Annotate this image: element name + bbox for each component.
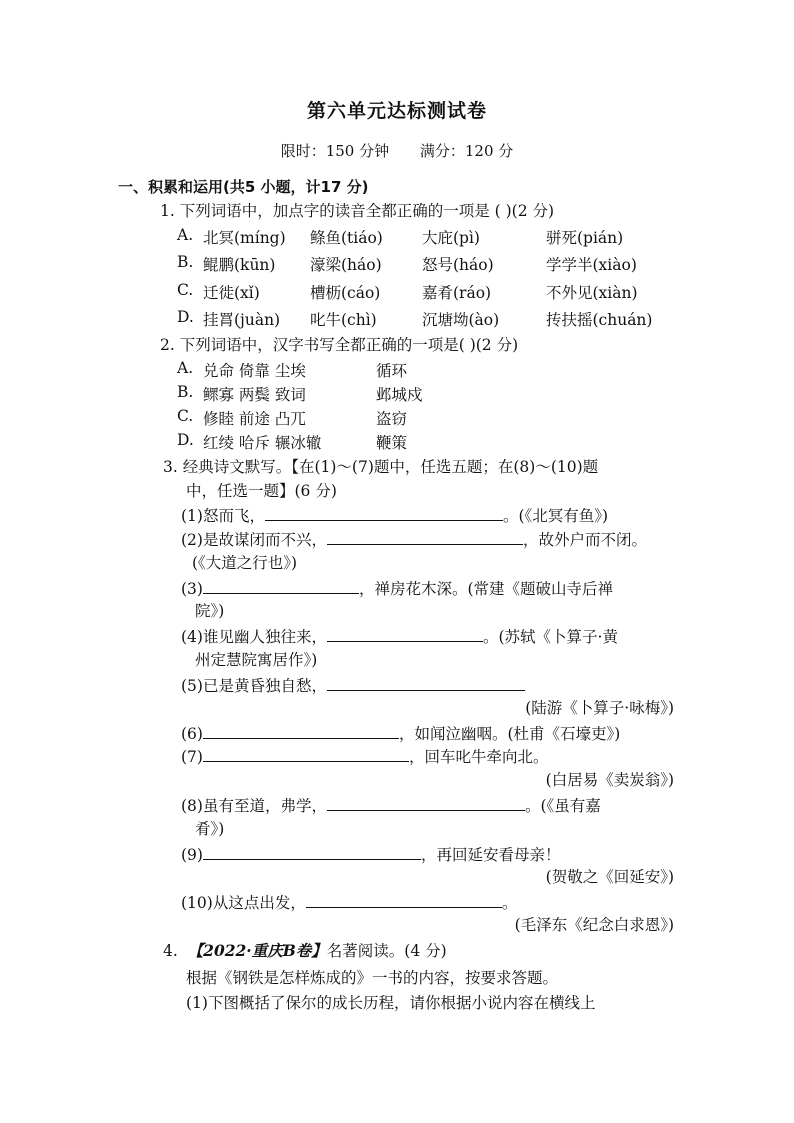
question-4-subquestion-1: (1)下图概括了保尔的成长历程，请你根据小说内容在横线上 <box>186 994 596 1012</box>
question-title: 名著阅读。(4 分) <box>326 942 447 960</box>
item-prefix: (2)是故谋闭而不兴， <box>181 531 327 549</box>
item-suffix: ，回车叱牛牵向北。 <box>408 748 549 766</box>
time-limit: 限时：150 分钟 <box>280 142 390 160</box>
item-prefix: (6) <box>181 725 203 743</box>
option-letter: D. <box>177 308 194 326</box>
answer-blank[interactable] <box>327 675 525 691</box>
answer-blank[interactable] <box>203 723 399 739</box>
question-2-stem: 2. 下列词语中，汉字书写全都正确的一项是( )(2 分) <box>160 336 519 354</box>
option-item: 怒号(háo) <box>422 256 494 274</box>
item-prefix: (3) <box>181 580 203 598</box>
option-item: 北冥(míng) <box>203 229 286 247</box>
recitation-item-7 <box>181 746 548 767</box>
full-score: 满分：120 分 <box>419 142 514 160</box>
answer-blank[interactable] <box>327 529 523 545</box>
question-4-stem <box>163 941 447 961</box>
option-item: 叱牛(chì) <box>310 311 377 329</box>
option-item: 鞭策 <box>376 434 408 452</box>
item-suffix: ，再回延安看母亲！ <box>420 846 561 864</box>
item-suffix: 。 <box>501 894 518 912</box>
item-prefix: (4)谁见幽人独往来， <box>181 628 327 646</box>
option-letter: A. <box>177 359 194 377</box>
option-item: 修睦 前途 凸兀 <box>203 410 306 428</box>
option-letter: B. <box>177 253 194 271</box>
recitation-item-8-cont: 肴》) <box>195 820 225 838</box>
option-item: 循环 <box>376 362 408 380</box>
recitation-item-9 <box>181 844 560 865</box>
option-letter: A. <box>177 226 194 244</box>
recitation-item-7-source: (白居易《卖炭翁》) <box>545 771 674 789</box>
recitation-item-3 <box>181 578 613 599</box>
option-item: 盗窃 <box>376 410 408 428</box>
question-3-stem-cont: 中，任选一题】(6 分) <box>186 482 337 500</box>
recitation-item-4-cont: 州定慧院寓居作》) <box>195 651 318 669</box>
option-item: 红绫 哈斥 辗冰辙 <box>203 434 322 452</box>
item-suffix: 。(苏轼《卜算子·黄 <box>482 628 618 646</box>
question-number: 4. <box>163 942 178 960</box>
option-item: 骈死(pián) <box>546 229 624 247</box>
recitation-item-9-source: (贺敬之《回延安》) <box>545 868 674 886</box>
recitation-item-2-source: (《大道之行也》) <box>192 554 298 572</box>
recitation-item-4 <box>181 626 618 647</box>
question-1-stem: 1. 下列词语中，加点字的读音全都正确的一项是 ( )(2 分) <box>160 202 555 220</box>
option-item: 鲦鱼(tiáo) <box>310 229 383 247</box>
page-title: 第六单元达标测试卷 <box>306 100 487 122</box>
option-item: 大庇(pì) <box>422 229 480 247</box>
answer-blank[interactable] <box>265 505 503 521</box>
exam-info <box>0 140 794 161</box>
option-item: 抟扶摇(chuán) <box>546 311 653 329</box>
item-suffix: 。(《虽有嘉 <box>524 797 601 815</box>
answer-blank[interactable] <box>203 844 421 860</box>
item-prefix: (9) <box>181 846 203 864</box>
option-letter: D. <box>177 431 194 449</box>
answer-blank[interactable] <box>203 578 359 594</box>
section-heading: 一、积累和运用(共5 小题，计17 分) <box>118 178 369 196</box>
answer-blank[interactable] <box>306 892 502 908</box>
option-item: 槽枥(cáo) <box>310 284 381 302</box>
answer-blank[interactable] <box>327 626 483 642</box>
item-prefix: (8)虽有至道，弗学， <box>181 797 327 815</box>
item-prefix: (1)怒而飞， <box>181 507 265 525</box>
option-item: 嘉肴(ráo) <box>422 284 492 302</box>
item-prefix: (5)已是黄昏独自愁， <box>181 677 327 695</box>
option-item: 邺城戍 <box>376 386 423 404</box>
recitation-item-5 <box>181 675 525 696</box>
recitation-item-3-cont: 院》) <box>195 602 225 620</box>
item-prefix: (10)从这点出发， <box>181 894 306 912</box>
recitation-item-5-source: (陆游《卜算子·咏梅》) <box>525 699 674 717</box>
option-letter: C. <box>177 407 194 425</box>
option-item: 迁徙(xǐ) <box>203 284 260 302</box>
option-item: 学学半(xiào) <box>546 256 637 274</box>
option-item: 不外见(xiàn) <box>546 284 638 302</box>
option-letter: C. <box>177 281 194 299</box>
option-item: 濠梁(háo) <box>310 256 382 274</box>
answer-blank[interactable] <box>327 795 525 811</box>
option-item: 兑命 倚靠 尘埃 <box>203 362 306 380</box>
item-prefix: (7) <box>181 748 203 766</box>
item-suffix: ，禅房花木深。(常建《题破山寺后禅 <box>358 580 614 598</box>
option-letter: B. <box>177 383 194 401</box>
recitation-item-10-source: (毛泽东《纪念白求恩》) <box>514 916 674 934</box>
recitation-item-1 <box>181 505 608 526</box>
recitation-item-2 <box>181 529 647 550</box>
question-3-stem: 3. 经典诗文默写。【在(1)～(7)题中，任选五题；在(8)～(10)题 <box>163 458 599 476</box>
option-item: 沉塘坳(ào) <box>422 311 500 329</box>
recitation-item-10 <box>181 892 517 913</box>
item-suffix: ，故外户而不闭。 <box>522 531 647 549</box>
source-tag: 【2022·重庆B卷】 <box>187 941 327 960</box>
recitation-item-6 <box>181 723 620 744</box>
item-suffix: 。(《北冥有鱼》) <box>502 507 609 525</box>
option-item: 鳏寡 两鬓 致词 <box>203 386 306 404</box>
option-item: 鲲鹏(kūn) <box>203 256 276 274</box>
answer-blank[interactable] <box>203 746 409 762</box>
recitation-item-8 <box>181 795 601 816</box>
item-suffix: ，如闻泣幽咽。(杜甫《石壕吏》) <box>398 725 621 743</box>
question-4-instruction: 根据《钢铁是怎样炼成的》一书的内容，按要求答题。 <box>186 969 559 987</box>
option-item: 挂罥(juàn) <box>203 311 281 329</box>
